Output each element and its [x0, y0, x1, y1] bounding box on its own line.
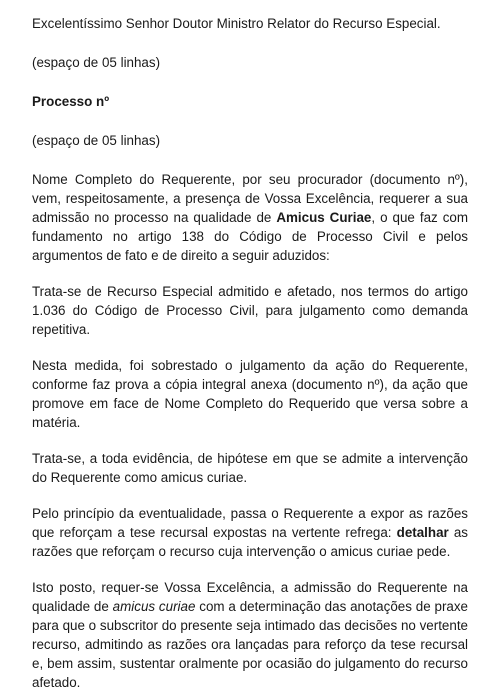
paragraph-text: , o que faz com fundamento no artigo 138 do Código de Processo Civil e pelos argumentos de fato e de direito a seguir aduzidos:	[32, 210, 468, 263]
paragraph-hypothesis: Trata-se, a toda evidência, de hipótese em que se admite a intervenção do Requerente como amicus curiae.	[32, 451, 468, 485]
detail-keyword: detalhar	[396, 525, 449, 540]
spacing-note: (espaço de 05 linhas)	[32, 55, 161, 70]
paragraph-text: Pelo princípio da eventualidade, passa o Requerente a expor as razões que reforçam a tese recursal expostas na vertente refrega:	[32, 506, 468, 540]
paragraph-request	[32, 578, 468, 692]
paragraph-reasons	[32, 504, 468, 561]
paragraph-intro	[32, 170, 468, 265]
salutation: Excelentíssimo Senhor Doutor Ministro Relator do Recurso Especial.	[32, 16, 441, 31]
amicus-curiae-term: Amicus Curiae	[276, 210, 372, 225]
amicus-curiae-italic: amicus curiae	[112, 599, 196, 614]
paragraph-stay: Nesta medida, foi sobrestado o julgamento da ação do Requerente, conforme faz prova a cópia integral anexa (documento nº), da ação que promove em face de Nome Completo do Requerido que versa sobre a matéria.	[32, 358, 468, 430]
paragraph-text: Isto posto, requer-se Vossa Excelência, a admissão do Requerente na qualidade de	[32, 580, 468, 614]
document-page	[32, 14, 468, 692]
spacing-note: (espaço de 05 linhas)	[32, 133, 161, 148]
process-label: Processo nº	[32, 94, 110, 109]
paragraph-facts: Trata-se de Recurso Especial admitido e afetado, nos termos do artigo 1.036 do Código de Processo Civil, para julgamento como demanda repetitiva.	[32, 284, 468, 337]
paragraph-text: com a determinação das anotações de praxe para que o subscritor do presente seja intimado das decisões no vertente recurso, admitindo as razões ora lançadas para reforço da tese recursal e, bem assim, sustentar oralmente por ocasião do julgamento do recurso afetado.	[32, 599, 468, 690]
paragraph-text: as razões que reforçam o recurso cuja intervenção o amicus curiae pede.	[32, 525, 468, 559]
paragraph-text: Nome Completo do Requerente, por seu procurador (documento nº), vem, respeitosamente, a presença de Vossa Excelência, requerer a sua admissão no processo na qualidade de	[32, 172, 468, 225]
